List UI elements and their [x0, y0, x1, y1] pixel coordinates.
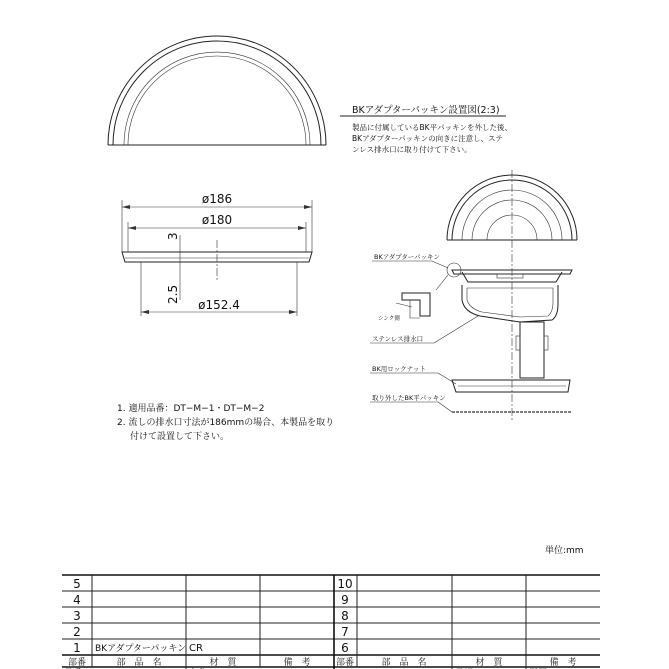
part-no-9: 9 — [341, 593, 349, 607]
install-title: BKアダプターパッキン設置図(2:3) — [352, 105, 500, 116]
dim-2-5: 2.5 — [166, 284, 180, 304]
header-no: 部番 — [67, 658, 87, 668]
dim-180: ø180 — [201, 213, 233, 227]
dim-152-4: ø152.4 — [198, 298, 240, 312]
part-no-6: 6 — [341, 641, 349, 655]
parts-table — [62, 575, 600, 669]
header-material: 材 質 — [209, 658, 237, 668]
assembly-drawing — [370, 170, 577, 420]
part-no-3: 3 — [73, 609, 81, 623]
header-material-2: 材 質 — [475, 658, 503, 668]
note-2: 2. 流しの排水口寸法が186mmの場合、本製品を取り — [117, 418, 335, 428]
header-name-2: 部 品 名 — [381, 658, 427, 668]
part-no-2: 2 — [73, 625, 81, 639]
part-1-name: BKアダプターパッキン — [95, 644, 187, 654]
label-adapter-packing: BKアダプターパッキン — [374, 253, 440, 261]
part-no-4: 4 — [73, 593, 81, 607]
part-no-7: 7 — [341, 625, 349, 639]
install-line-1: 製品に付属しているBK平パッキンを外した後、 — [352, 123, 512, 132]
install-line-2: BKアダプターパッキンの向きに注意し、ステ — [352, 134, 503, 143]
install-line-3: ンレス排水口に取り付けて下さい。 — [352, 145, 472, 154]
label-removed-packing: 取り外したBK平パッキン — [372, 394, 446, 402]
header-remarks-2: 備 考 — [549, 658, 577, 668]
note-3: 付けて設置して下さい。 — [130, 432, 230, 442]
note-1: 1. 適用品番：DT−M−1・DT−M−2 — [117, 404, 265, 414]
label-lock-nut: BK用ロックナット — [372, 365, 426, 373]
side-view — [122, 192, 312, 316]
header-no-2: 部番 — [335, 658, 355, 668]
label-stainless-drain: ステンレス排水口 — [372, 335, 424, 343]
part-no-8: 8 — [341, 609, 349, 623]
unit-label: 単位:mm — [545, 546, 584, 556]
part-no-5: 5 — [73, 577, 81, 591]
header-remarks: 備 考 — [283, 658, 311, 668]
part-no-10: 10 — [337, 577, 353, 591]
label-sink-side: シンク側 — [378, 316, 400, 322]
dim-3: 3 — [166, 232, 180, 240]
header-name: 部 品 名 — [116, 658, 162, 668]
part-no-1: 1 — [73, 641, 81, 655]
top-view-arch — [108, 36, 326, 145]
dim-186: ø186 — [201, 192, 233, 206]
part-1-material: CR — [189, 643, 203, 654]
